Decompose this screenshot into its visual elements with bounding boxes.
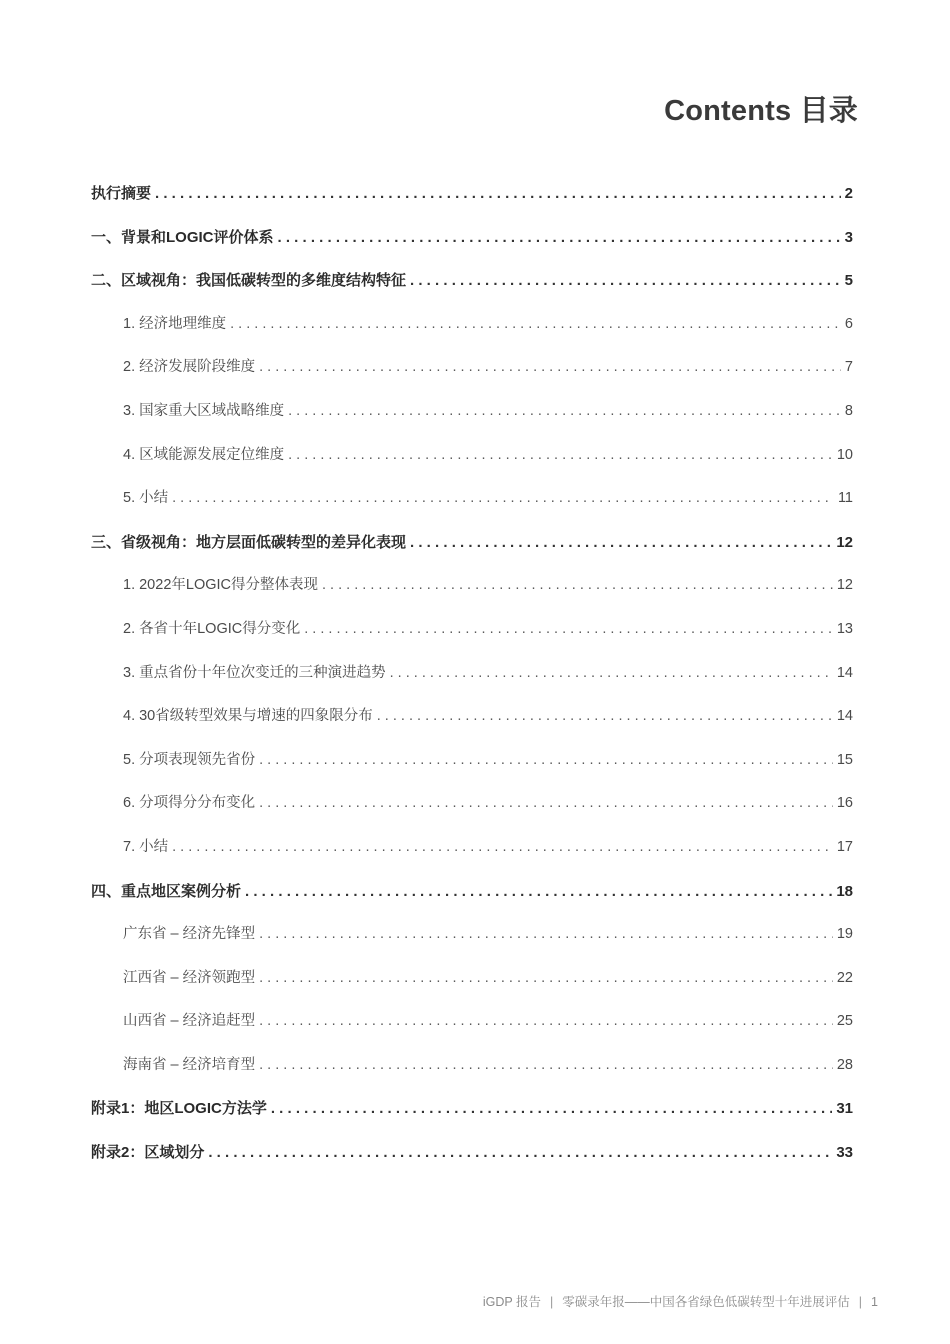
toc-dot-leader (259, 1000, 833, 1044)
toc-subsection-entry[interactable] (91, 1000, 853, 1044)
toc-entry-label: 5. 小结 (123, 490, 169, 507)
toc-dot-leader (259, 913, 833, 957)
toc-section-entry[interactable] (91, 870, 853, 914)
toc-entry-label: 7. 小结 (123, 838, 169, 855)
toc-entry-label: 2. 经济发展阶段维度 (123, 359, 256, 376)
toc-entry-page-number: 5 (844, 272, 853, 290)
toc-subsection-entry[interactable] (91, 957, 853, 1001)
toc-subsection-entry[interactable] (91, 826, 853, 870)
toc-entry-page-number: 8 (844, 402, 853, 419)
toc-entry-page-number: 2 (844, 185, 853, 202)
toc-entry-page-number: 14 (836, 664, 853, 681)
toc-entry-page-number: 33 (836, 1144, 853, 1162)
toc-subsection-entry[interactable] (91, 434, 853, 478)
toc-section-entry[interactable] (91, 172, 853, 216)
toc-entry-page-number: 18 (836, 882, 853, 900)
toc-entry-label: 一、背景和LOGIC评价体系 (91, 228, 274, 246)
toc-entry-page-number: 7 (844, 359, 853, 376)
toc-entry-label: 1. 经济地理维度 (123, 315, 227, 332)
toc-subsection-entry[interactable] (91, 695, 853, 739)
footer-report-title: 零碳录年报——中国各省绿色低碳转型十年进展评估 (562, 1295, 850, 1309)
toc-section-entry[interactable] (91, 1087, 853, 1131)
toc-subsection-entry[interactable] (91, 608, 853, 652)
toc-subsection-entry[interactable] (91, 652, 853, 696)
toc-entry-page-number: 6 (844, 315, 853, 332)
toc-entry-label: 4. 30省级转型效果与增速的四象限分布 (123, 708, 373, 725)
toc-entry-page-number: 31 (836, 1100, 853, 1118)
toc-section-entry[interactable] (91, 1131, 853, 1175)
toc-entry-label: 附录1：地区LOGIC方法学 (91, 1100, 267, 1118)
footer-separator: | (550, 1295, 554, 1309)
page-title: Contents 目录 (664, 95, 858, 127)
toc-dot-leader (377, 695, 833, 739)
toc-entry-page-number: 10 (836, 446, 853, 463)
toc-subsection-entry[interactable] (91, 739, 853, 783)
toc-entry-label: 2. 各省十年LOGIC得分变化 (123, 620, 301, 637)
toc-entry-label: 执行摘要 (91, 185, 152, 202)
table-of-contents (91, 172, 853, 1175)
toc-entry-page-number: 13 (836, 620, 853, 637)
toc-entry-page-number: 28 (836, 1056, 853, 1073)
toc-entry-label: 3. 重点省份十年位次变迁的三种演进趋势 (123, 664, 386, 681)
toc-dot-leader (304, 608, 833, 652)
toc-dot-leader (155, 172, 841, 216)
toc-dot-leader (172, 477, 834, 521)
toc-subsection-entry[interactable] (91, 913, 853, 957)
toc-subsection-entry[interactable] (91, 782, 853, 826)
toc-dot-leader (208, 1131, 832, 1175)
toc-dot-leader (390, 652, 833, 696)
toc-entry-label: 附录2：区域划分 (91, 1144, 205, 1162)
toc-entry-page-number: 19 (836, 926, 853, 943)
toc-entry-page-number: 14 (836, 708, 853, 725)
toc-dot-leader (230, 303, 841, 347)
toc-section-entry[interactable] (91, 216, 853, 260)
toc-entry-page-number: 12 (836, 533, 853, 551)
toc-section-entry[interactable] (91, 259, 853, 303)
toc-entry-label: 5. 分项表现领先省份 (123, 751, 256, 768)
toc-dot-leader (172, 826, 833, 870)
toc-dot-leader (410, 521, 832, 565)
toc-dot-leader (278, 216, 841, 260)
toc-dot-leader (259, 346, 841, 390)
toc-entry-page-number: 12 (836, 577, 853, 594)
toc-entry-label: 6. 分项得分分布变化 (123, 795, 256, 812)
toc-entry-label: 江西省 – 经济领跑型 (123, 969, 256, 986)
toc-dot-leader (271, 1087, 832, 1131)
footer-separator: | (858, 1295, 863, 1309)
toc-subsection-entry[interactable] (91, 303, 853, 347)
footer-page-number: 1 (871, 1295, 878, 1309)
toc-entry-page-number: 25 (836, 1013, 853, 1030)
toc-entry-label: 四、重点地区案例分析 (91, 882, 242, 900)
toc-dot-leader (259, 739, 833, 783)
toc-subsection-entry[interactable] (91, 564, 853, 608)
toc-entry-label: 山西省 – 经济追赶型 (123, 1013, 256, 1030)
toc-entry-label: 二、区域视角：我国低碳转型的多维度结构特征 (91, 272, 407, 290)
toc-subsection-entry[interactable] (91, 390, 853, 434)
toc-dot-leader (259, 957, 833, 1001)
toc-entry-label: 3. 国家重大区域战略维度 (123, 402, 285, 419)
toc-entry-page-number: 11 (837, 490, 853, 507)
toc-section-entry[interactable] (91, 521, 853, 565)
toc-dot-leader (288, 390, 841, 434)
toc-entry-page-number: 17 (836, 838, 853, 855)
toc-subsection-entry[interactable] (91, 477, 853, 521)
toc-entry-label: 1. 2022年LOGIC得分整体表现 (123, 577, 318, 594)
toc-entry-page-number: 16 (836, 795, 853, 812)
toc-dot-leader (288, 434, 833, 478)
toc-subsection-entry[interactable] (91, 1044, 853, 1088)
toc-dot-leader (245, 870, 832, 914)
page-footer (483, 1292, 878, 1310)
toc-entry-page-number: 15 (836, 751, 853, 768)
toc-dot-leader (259, 782, 833, 826)
toc-subsection-entry[interactable] (91, 346, 853, 390)
toc-entry-label: 4. 区域能源发展定位维度 (123, 446, 285, 463)
toc-dot-leader (322, 564, 833, 608)
toc-entry-page-number: 22 (836, 969, 853, 986)
footer-org: iGDP 报告 (482, 1295, 542, 1309)
toc-entry-label: 三、省级视角：地方层面低碳转型的差异化表现 (91, 533, 407, 551)
toc-entry-label: 广东省 – 经济先锋型 (123, 926, 256, 943)
toc-entry-label: 海南省 – 经济培育型 (123, 1056, 256, 1073)
toc-entry-page-number: 3 (844, 228, 853, 246)
toc-dot-leader (410, 259, 841, 303)
toc-dot-leader (259, 1044, 833, 1088)
